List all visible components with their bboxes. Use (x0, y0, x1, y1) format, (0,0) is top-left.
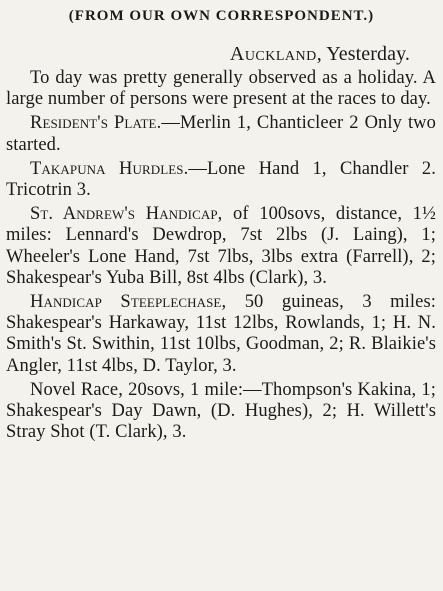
paragraph-takapuna-hurdles (6, 159, 436, 201)
paragraph-novel-race (6, 380, 436, 444)
paragraph-text: —Lone Hand 1, Chandler 2. Tricotrin 3. (6, 158, 436, 201)
dateline (0, 44, 410, 65)
paragraph-handicap-steeplechase (6, 292, 436, 377)
paragraph-lead: Handicap Steeplechase, (30, 292, 227, 313)
paragraph-text: To day was pretty generally observed as a holiday. A large number of persons were present at the races to day. (6, 68, 436, 110)
paragraph-text: Novel Race, 20sovs, 1 mile:—Thompson's Kakina, 1; Shakespear's Day Dawn, (D. Hughes), 2; H. Willett's Stray Shot (T. Clark), 3. (6, 379, 436, 443)
paragraph-lead: Resident's Plate. (30, 113, 162, 134)
paragraph-residents-plate (6, 113, 436, 155)
paragraph-lead: St. Andrew's Handicap, (30, 204, 223, 225)
paragraph-text: of 100sovs, distance, 1½ miles: Lennard's Dewdrop, 7st 2lbs (J. Laing), 1; Wheeler's Lone Hand, 7st 7lbs, 3lbs extra (Farrell), 2; Shakespear's Yuba Bill, 8st 4lbs (Clark), 3. (6, 204, 436, 288)
correspondent-header: (FROM OUR OWN CORRESPONDENT.) (68, 8, 375, 24)
paragraph-text: 50 guineas, 3 miles: Shakespear's Harkaway, 11st 12lbs, Rowlands, 1; H. N. Smith's St. Swithin, 11st 10lbs, Goodman, 2; R. Blaikie's Angler, 11st 4lbs, D. Taylor, 3. (6, 292, 436, 376)
dateline-place: Auckland (229, 43, 317, 65)
paragraph-text: —Merlin 1, Chanticleer 2 Only two started. (6, 113, 436, 155)
paragraph-st-andrews-handicap (6, 204, 436, 289)
dateline-rest: , Yesterday. (316, 43, 410, 65)
article-body (6, 68, 436, 446)
paragraph-lead: Takapuna Hurdles. (30, 158, 189, 179)
paragraph-intro (6, 68, 436, 110)
